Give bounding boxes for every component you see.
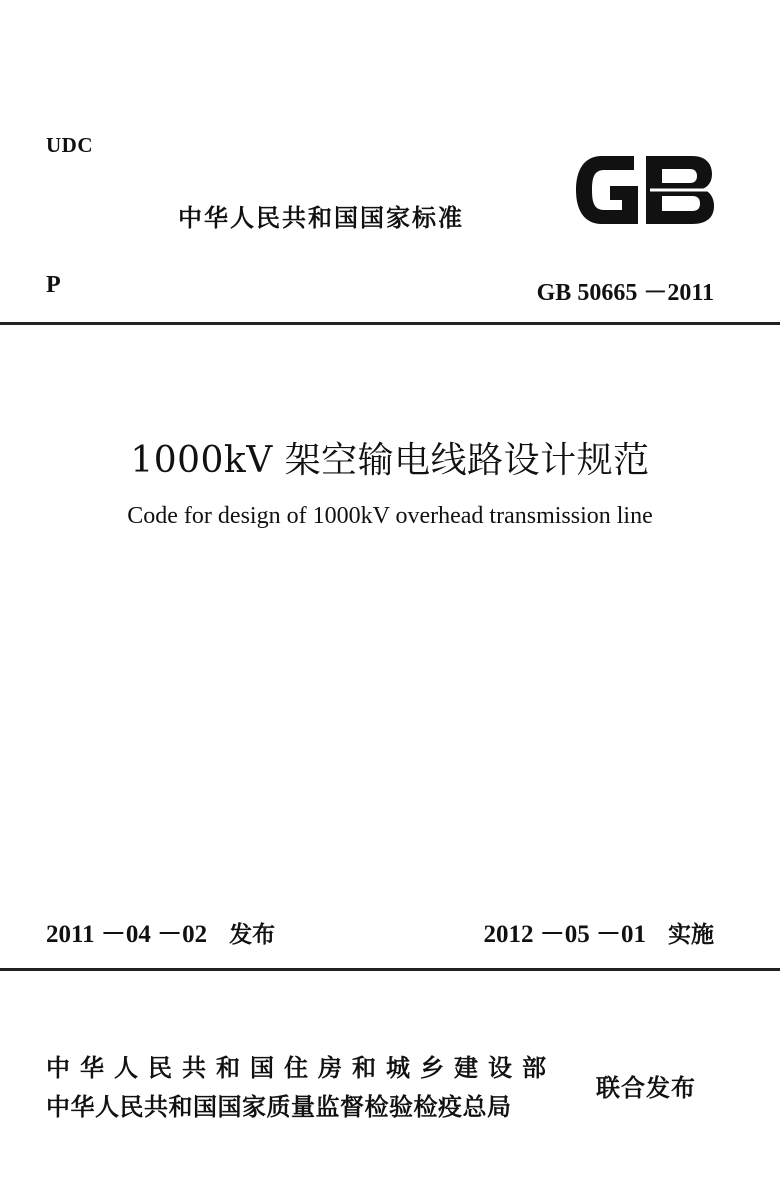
joint-release-label: 联合发布: [596, 1074, 696, 1102]
issue-date-line: [46, 914, 275, 950]
udc-label: UDC: [46, 133, 93, 157]
implementation-date-line: [483, 914, 714, 950]
document-title-english: Code for design of 1000kV overhead transmission line: [127, 503, 653, 529]
top-divider: [0, 322, 780, 325]
category-code: P: [46, 272, 61, 298]
implementation-label: 实施: [668, 922, 714, 948]
gb-logo-letter-g: [576, 156, 638, 224]
gb-logo: [572, 150, 718, 230]
document-title-chinese: 1000kV 架空输电线路设计规范: [130, 440, 650, 481]
implementation-date: 2012 －05 －01: [483, 921, 646, 948]
bottom-divider: [0, 968, 780, 971]
issue-label: 发布: [229, 922, 276, 948]
issuer-department-1: 中华人民共和国住房和城乡建设部: [46, 1054, 556, 1082]
issue-date: 2011 －04 －02: [46, 921, 208, 948]
national-standard-heading: 中华人民共和国国家标准: [178, 204, 464, 232]
standard-number: GB 50665 －2011: [536, 280, 714, 306]
issuer-department-2: 中华人民共和国国家质量监督检验检疫总局: [46, 1093, 512, 1121]
